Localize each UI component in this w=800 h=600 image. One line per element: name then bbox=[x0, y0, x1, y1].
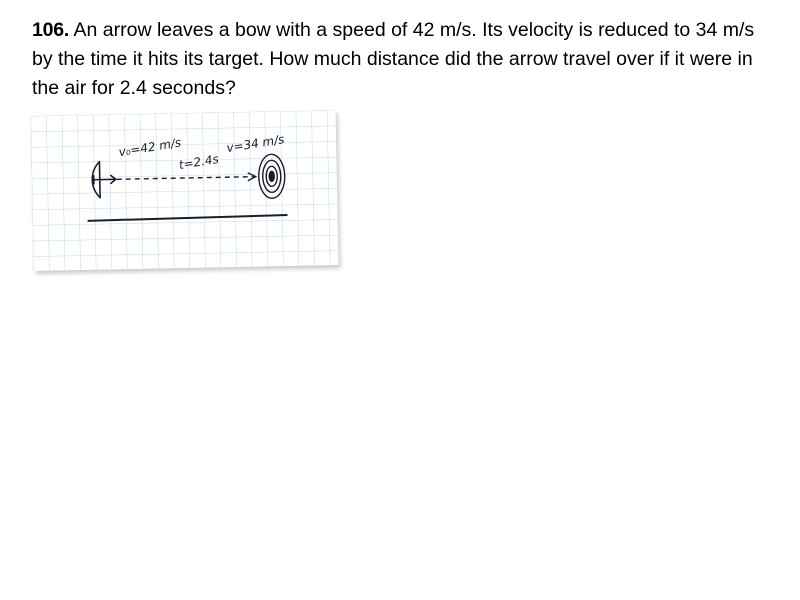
label-initial-velocity: v₀=42 m/s bbox=[117, 135, 183, 160]
arrow-bow-target-diagram bbox=[31, 110, 339, 271]
problem-number: 106. bbox=[32, 19, 70, 41]
sketch-container bbox=[32, 113, 337, 268]
problem-body: An arrow leaves a bow with a speed of 42 m/s. Its velocity is reduced to 34 m/s by the time it hits its target. How much distance did the arrow travel over if it were in the air for 2.4 seconds? bbox=[32, 19, 755, 99]
label-final-velocity: v=34 m/s bbox=[225, 132, 286, 156]
problem-block bbox=[32, 16, 762, 103]
problem-statement bbox=[32, 16, 762, 103]
label-time: t=2.4s bbox=[177, 151, 220, 173]
